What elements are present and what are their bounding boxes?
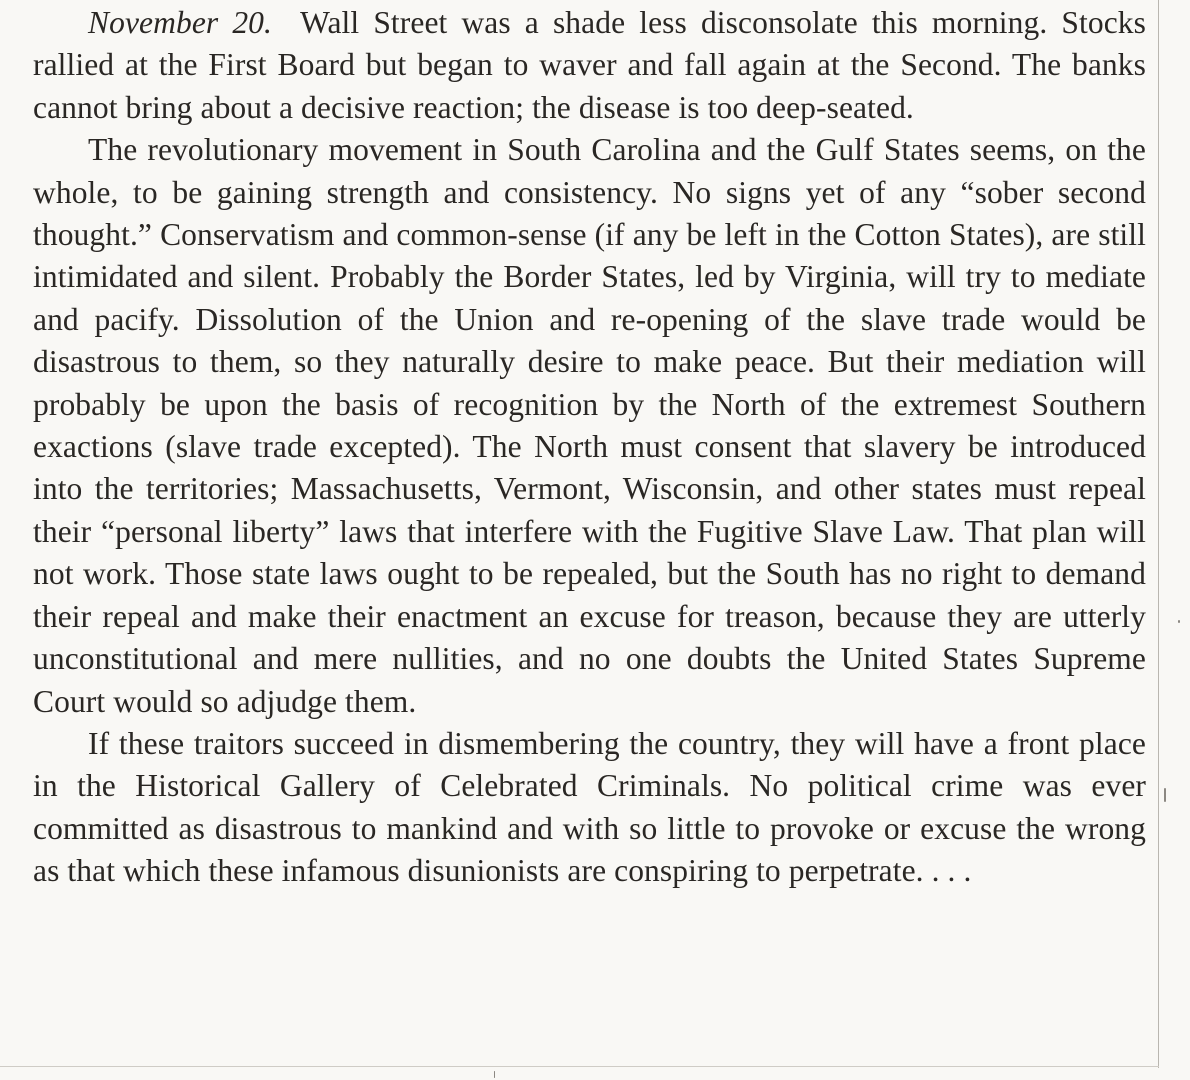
paragraph-1 — [33, 2, 1146, 129]
scan-speck — [1164, 788, 1166, 802]
diary-entry — [33, 2, 1146, 893]
scan-speck — [1178, 620, 1180, 623]
clipping-edge-bottom — [0, 1066, 1159, 1067]
paragraph-1-text: Wall Street was a shade less disconsolate this morning. Stocks rallied at the First Board but began to waver and fall again at the Second. The banks cannot bring about a decisive reaction; the disease is too deep-seated. — [33, 5, 1147, 125]
paragraph-3: If these traitors succeed in dismembering the country, they will have a front place in the Historical Gallery of Celebrated Criminals. No political crime was ever committed as disastrous to mankind and with so little to provoke or excuse the wrong as that which these infamous disunionists are conspiring to perpetrate. . . . — [33, 725, 1146, 889]
scan-speck — [494, 1071, 495, 1078]
entry-date: November 20. — [88, 5, 273, 40]
paragraph-2: The revolutionary movement in South Carolina and the Gulf States seems, on the whole, to be gaining strength and consistency. No signs yet of any “sober second thought.” Conservatism and common-sense (if any be left in the Cotton States), are still intimidated and silent. Probably the Border States, led by Virginia, will try to mediate and pacify. Dissolution of the Union and re-opening of the slave trade would be disastrous to them, so they naturally desire to make peace. But their mediation will probably be upon the basis of recognition by the North of the extremest Southern exactions (slave trade excepted). The North must consent that slavery be introduced into the territories; Massachusetts, Vermont, Wisconsin, and other states must repeal their “personal liberty” laws that interfere with the Fugitive Slave Law. That plan will not work. Those state laws ought to be repealed, but the South has no right to demand their repeal and make their enactment an excuse for treason, because they are utterly unconstitutional and mere nullities, and no one doubts the United States Supreme Court would so adjudge them. — [33, 132, 1146, 719]
clipping-edge-right — [1158, 0, 1159, 1068]
